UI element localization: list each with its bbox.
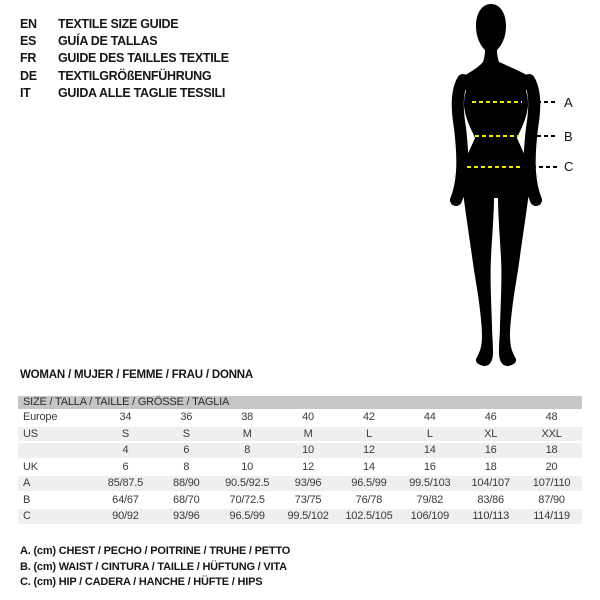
legend-row: A. (cm) CHEST / PECHO / POITRINE / TRUHE / PETTO xyxy=(20,545,291,557)
table-cell: 40 xyxy=(302,411,314,424)
table-cell: XL xyxy=(484,427,498,440)
row-label: UK xyxy=(23,460,38,473)
language-row xyxy=(20,15,229,32)
table-cell: 64/67 xyxy=(112,493,139,506)
language-row xyxy=(20,67,229,84)
table-cell: 76/78 xyxy=(355,493,383,506)
size-table-rows xyxy=(18,409,582,525)
table-cell: 36 xyxy=(180,411,193,424)
legend-row: C. (cm) HIP / CADERA / HANCHE / HÜFTE / HIPS xyxy=(20,576,263,589)
table-cell: 10 xyxy=(241,460,254,473)
table-cell: 4 xyxy=(122,444,129,457)
language-code: FR xyxy=(20,51,37,66)
table-cell: 93/96 xyxy=(294,477,322,490)
table-cell: 68/70 xyxy=(173,493,200,506)
table-cell: 104/107 xyxy=(471,477,510,490)
table-cell: 46 xyxy=(484,411,497,424)
table-cell: 8 xyxy=(244,444,251,457)
section-title: WOMAN / MUJER / FEMME / FRAU / DONNA xyxy=(20,369,254,381)
measure-label-b: B xyxy=(564,129,573,144)
table-cell: 8 xyxy=(183,460,190,473)
table-row xyxy=(18,426,582,443)
table-cell: 20 xyxy=(545,460,558,473)
woman-silhouette-figure xyxy=(430,0,600,370)
language-row xyxy=(20,32,229,49)
language-label: TEXTILGRÖßENFÜHRUNG xyxy=(58,68,212,83)
table-cell: L xyxy=(365,427,372,440)
row-label: A xyxy=(23,477,31,490)
table-cell: S xyxy=(182,427,190,440)
language-code: DE xyxy=(20,68,37,83)
language-label: GUÍA DE TALLAS xyxy=(58,33,158,48)
table-cell: S xyxy=(121,427,129,440)
table-cell: 14 xyxy=(423,444,436,457)
table-row xyxy=(18,508,582,525)
table-cell: 12 xyxy=(302,460,314,473)
measure-label-a: A xyxy=(564,95,573,110)
table-cell: 96.5/99 xyxy=(229,510,265,523)
table-cell: 99.5/102 xyxy=(287,510,329,523)
table-cell: 93/96 xyxy=(173,510,200,523)
legend-row: B. (cm) WAIST / CINTURA / TAILLE / HÜFTUNG / VITA xyxy=(20,560,287,573)
row-label: Europe xyxy=(23,411,58,424)
language-row xyxy=(20,84,229,101)
table-cell: 70/72.5 xyxy=(229,493,265,506)
measurement-legend xyxy=(20,545,290,592)
table-cell: 90.5/92.5 xyxy=(225,477,270,490)
table-cell: 102.5/105 xyxy=(345,510,393,523)
table-row xyxy=(18,475,582,492)
table-cell: 6 xyxy=(183,444,190,457)
size-table-header: SIZE / TALLA / TAILLE / GRÖSSE / TAGLIA xyxy=(18,396,582,409)
language-row xyxy=(20,50,229,67)
language-label: GUIDA ALLE TAGLIE TESSILI xyxy=(58,85,226,100)
table-cell: 42 xyxy=(363,411,375,424)
table-cell: M xyxy=(242,427,252,440)
language-code: IT xyxy=(20,85,31,100)
table-cell: 18 xyxy=(545,444,558,457)
table-cell: 38 xyxy=(241,411,254,424)
row-label: C xyxy=(23,510,31,523)
table-cell: 14 xyxy=(363,460,375,473)
table-cell: 6 xyxy=(122,460,129,473)
table-cell: 114/119 xyxy=(533,510,570,523)
table-cell: 83/86 xyxy=(477,493,504,506)
table-row xyxy=(18,492,582,509)
table-cell: 12 xyxy=(363,444,375,457)
language-list xyxy=(20,15,229,101)
row-label: US xyxy=(23,427,38,440)
table-cell: 48 xyxy=(545,411,558,424)
table-row xyxy=(18,442,582,459)
woman-silhouette-icon xyxy=(430,0,600,370)
table-cell: 85/87.5 xyxy=(107,477,144,490)
table-cell: 44 xyxy=(423,411,436,424)
language-code: EN xyxy=(20,16,37,31)
table-cell: 18 xyxy=(484,460,497,473)
table-cell: 110/113 xyxy=(472,510,510,523)
table-cell: 106/109 xyxy=(410,510,449,523)
table-cell: 88/90 xyxy=(173,477,200,490)
table-cell: 73/75 xyxy=(294,493,322,506)
row-label: B xyxy=(23,493,31,506)
table-row xyxy=(18,459,582,476)
table-cell: 79/82 xyxy=(416,493,444,506)
table-cell: 96.5/99 xyxy=(351,477,387,490)
table-cell: 16 xyxy=(484,444,497,457)
table-cell: 34 xyxy=(119,411,132,424)
language-label: GUIDE DES TAILLES TEXTILE xyxy=(58,51,229,66)
table-cell: 90/92 xyxy=(112,510,139,523)
table-cell: 10 xyxy=(302,444,314,457)
measure-label-c: C xyxy=(564,159,574,174)
table-cell: 107/110 xyxy=(532,477,571,490)
table-cell: L xyxy=(426,427,433,440)
table-cell: 99.5/103 xyxy=(409,477,451,490)
table-cell: 87/90 xyxy=(538,493,565,506)
size-table xyxy=(18,396,582,525)
table-cell: XXL xyxy=(541,427,562,440)
table-cell: 16 xyxy=(423,460,436,473)
language-label: TEXTILE SIZE GUIDE xyxy=(58,16,179,31)
language-code: ES xyxy=(20,33,37,48)
table-row xyxy=(18,409,582,426)
table-cell: M xyxy=(303,427,313,440)
